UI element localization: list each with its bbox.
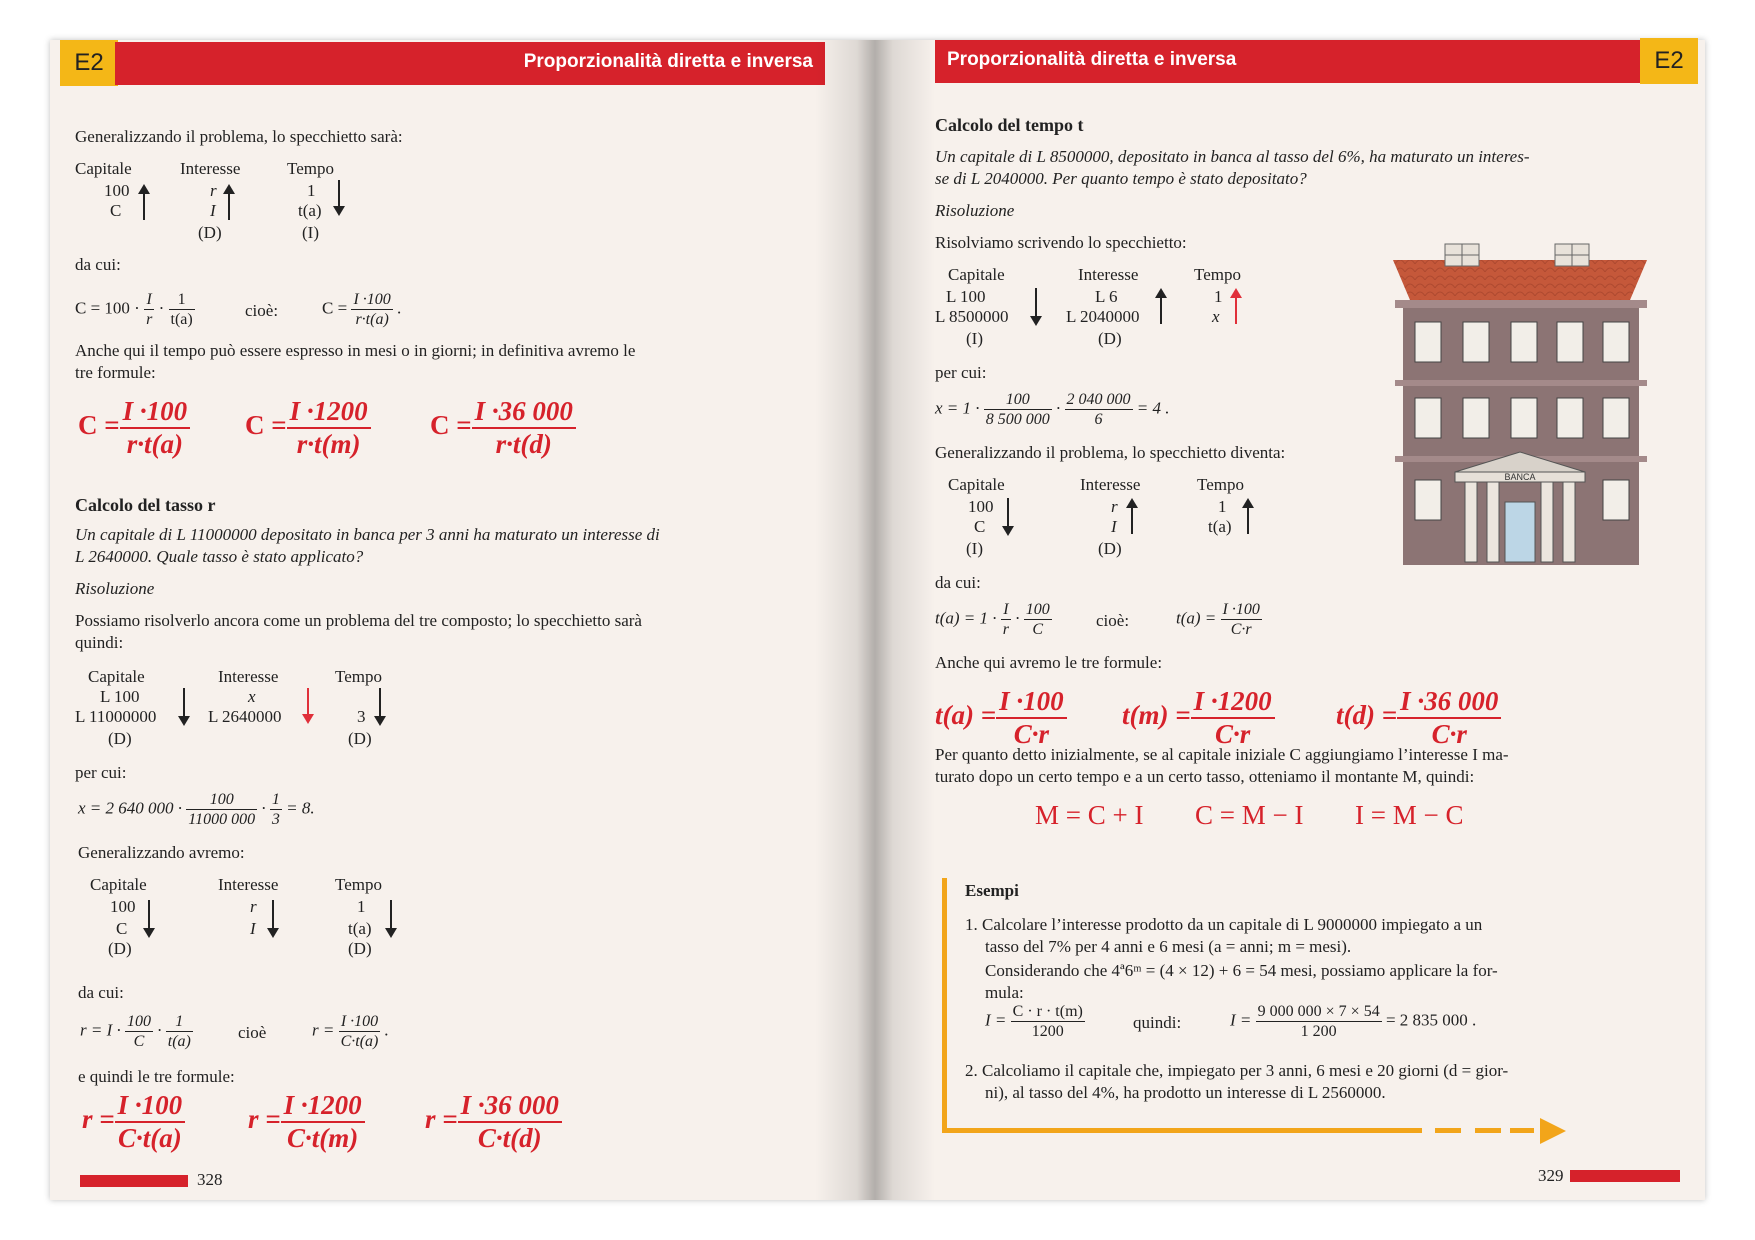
cell: L 6	[1095, 287, 1118, 306]
dash	[1435, 1128, 1461, 1133]
arrow-up-icon	[1160, 290, 1162, 324]
formula-montante: M = C + I	[1035, 800, 1144, 830]
cell: 1	[1218, 497, 1227, 516]
col-tempo: Tempo	[1197, 475, 1244, 494]
cell: (I)	[302, 223, 319, 242]
cell: (D)	[348, 939, 372, 958]
formula-t-days: t(d) = $\frac{I \cdot 36 000}{C\cdot r}$	[1336, 686, 1501, 750]
arrow-down-icon	[379, 688, 381, 724]
example-text: tasso del 7% per 4 anni e 6 mesi (a = anni; m = mesi).	[985, 937, 1352, 956]
paragraph: Per quanto detto inizialmente, se al capitale iniziale C aggiungiamo l’interesse I ma-	[935, 745, 1509, 764]
cell: x	[1212, 307, 1220, 326]
paragraph: quindi:	[75, 633, 124, 652]
col-interesse: Interesse	[180, 159, 241, 178]
paragraph: tre formule:	[75, 363, 156, 382]
cell: L 11000000	[75, 707, 157, 726]
cell: L 8500000	[935, 307, 1009, 326]
formula-c-months: C = $\frac{I \cdot 1200}{r\cdot t(m)}$	[245, 396, 371, 460]
left-header: Proporzionalità diretta e inversa	[115, 42, 825, 82]
cell: C	[110, 201, 122, 220]
cell: (D)	[108, 939, 132, 958]
cell: (D)	[108, 729, 132, 748]
cell: t(a)	[1208, 517, 1232, 536]
paragraph: turato dopo un certo tempo e a un certo tasso, otteniamo il montante M, quindi:	[935, 767, 1475, 786]
per-cui: per cui:	[935, 363, 987, 382]
page-number-right: 329	[1538, 1166, 1564, 1185]
col-tempo: Tempo	[287, 159, 334, 178]
section-title-tasso: Calcolo del tasso r	[75, 495, 216, 515]
cell: I	[210, 201, 216, 220]
cell: r	[1111, 497, 1118, 516]
col-tempo: Tempo	[335, 667, 382, 686]
col-capitale: Capitale	[88, 667, 145, 686]
formula-r-years: r = $\frac{I \cdot 100}{C\cdot t(a)}$	[82, 1090, 185, 1154]
cell: L 100	[100, 687, 140, 706]
formula-r-result: r = $\frac{I \cdot 100}{C\cdot t(a)}$ .	[312, 1013, 389, 1050]
arrow-down-icon	[1007, 498, 1009, 534]
cell: L 2040000	[1066, 307, 1140, 326]
cell: (D)	[1098, 329, 1122, 348]
paragraph: Anche qui il tempo può essere espresso in mesi o in giorni; in definitiva avremo le	[75, 341, 636, 360]
formula-c-years: C = $\frac{I \cdot 100}{r\cdot t(a)}$	[78, 396, 190, 460]
page-number-left: 328	[197, 1170, 223, 1189]
col-interesse: Interesse	[218, 667, 279, 686]
col-interesse: Interesse	[218, 875, 279, 894]
formula-t-derivation: t(a) = 1 · $\frac{I}{r}$ · $\frac{100}{C}$	[935, 601, 1050, 638]
formula-c-derivation: C = 100 · $\frac{I}{r}$ · $\frac{1}{t(a)}$	[75, 291, 193, 328]
bank-sign-text: BANCA	[1504, 472, 1536, 482]
book-gutter	[815, 40, 935, 1200]
col-capitale: Capitale	[948, 265, 1005, 284]
formula-x-rate: x = 2 640 000 · $\frac{100}{11000 000}$ · $\frac{1}{3}$ = 8.	[78, 791, 315, 828]
chapter-tab-left: E2	[60, 40, 118, 86]
cell: I	[250, 919, 256, 938]
formula-c-result: C = $\frac{I \cdot 100}{r\cdot t(a)}$ .	[322, 291, 402, 328]
arrow-down-icon	[183, 688, 185, 724]
quindi-text: quindi:	[1133, 1013, 1182, 1032]
cioe-text: cioè	[238, 1023, 267, 1042]
formula-t-months: t(m) = $\frac{I \cdot 1200}{C\cdot r}$	[1122, 686, 1275, 750]
right-header: Proporzionalità diretta e inversa	[935, 40, 1640, 80]
col-interesse: Interesse	[1080, 475, 1141, 494]
formula-r-months: r = $\frac{I \cdot 1200}{C\cdot t(m)}$	[248, 1090, 365, 1154]
da-cui: da cui:	[75, 255, 121, 274]
formula-c-days: C = $\frac{I \cdot 36 000}{r\cdot t(d)}$	[430, 396, 576, 460]
formula-t-result: t(a) = $\frac{I \cdot 100}{C\cdot r}$	[1176, 601, 1260, 638]
paragraph: Risolviamo scrivendo lo specchietto:	[935, 233, 1187, 252]
example-text: 1. Calcolare l’interesse prodotto da un capitale di L 9000000 impiegato a un	[965, 915, 1483, 934]
col-tempo: Tempo	[335, 875, 382, 894]
dash	[1475, 1128, 1501, 1133]
cell: 1	[357, 897, 366, 916]
arrow-down-icon	[148, 900, 150, 936]
col-capitale: Capitale	[90, 875, 147, 894]
arrow-up-icon	[143, 186, 145, 220]
left-header-line	[115, 82, 825, 85]
problem-text: se di L 2040000. Per quanto tempo è stato depositato?	[935, 169, 1307, 188]
example-text: 2. Calcoliamo il capitale che, impiegato per 3 anni, 6 mesi e 20 giorni (d = gior-	[965, 1061, 1509, 1080]
arrow-right-icon	[1540, 1118, 1566, 1144]
bank-building-illustration	[1385, 240, 1655, 570]
paragraph: Generalizzando il problema, lo specchietto diventa:	[935, 443, 1286, 462]
cell: 100	[968, 497, 994, 516]
arrow-up-icon	[1247, 500, 1249, 534]
arrow-up-icon	[1131, 500, 1133, 534]
formula-r-derivation: r = I · $\frac{100}{C}$ · $\frac{1}{t(a)}$	[80, 1013, 191, 1050]
examples-title: Esempi	[965, 881, 1019, 900]
da-cui: da cui:	[78, 983, 124, 1002]
example-formula-2: I = $\frac{9 000 000 \times 7 \times 54}{1 200}$ = 2 835 000 .	[1230, 1003, 1477, 1040]
formula-capitale: C = M − I	[1195, 800, 1304, 830]
example-text: ni), al tasso del 4%, ha prodotto un interesse di L 2560000.	[985, 1083, 1386, 1102]
col-tempo: Tempo	[1194, 265, 1241, 284]
dash	[1510, 1128, 1534, 1133]
cioe-text: cioè:	[245, 301, 279, 320]
cell: (I)	[966, 329, 983, 348]
cell: 3	[357, 707, 366, 726]
cell: (D)	[348, 729, 372, 748]
col-capitale: Capitale	[948, 475, 1005, 494]
footer-bar-right	[1570, 1170, 1680, 1182]
cell: C	[974, 517, 986, 536]
cell: t(a)	[298, 201, 322, 220]
cell: r	[250, 897, 257, 916]
per-cui: per cui:	[75, 763, 127, 782]
cell: I	[1111, 517, 1117, 536]
cell: r	[210, 181, 217, 200]
risoluzione-label: Risoluzione	[935, 201, 1015, 220]
cell: t(a)	[348, 919, 372, 938]
example-text: mula:	[985, 983, 1024, 1002]
example-formula-1: I = $\frac{C \cdot r \cdot t(m)}{1200}$	[985, 1003, 1083, 1040]
cell: 1	[1214, 287, 1223, 306]
problem-text: Un capitale di L 11000000 depositato in banca per 3 anni ha maturato un interesse di	[75, 525, 660, 544]
problem-text: L 2640000. Quale tasso è stato applicato?	[75, 547, 364, 566]
example-text: Considerando che 4ª6ᵐ = (4 × 12) + 6 = 54 mesi, possiamo applicare la for-	[985, 961, 1498, 980]
cell: 100	[110, 897, 136, 916]
formula-interesse: I = M − C	[1355, 800, 1464, 830]
section-title-tempo: Calcolo del tempo t	[935, 115, 1084, 135]
cell: 1	[307, 181, 316, 200]
arrow-up-icon	[228, 186, 230, 220]
problem-text: Un capitale di L 8500000, depositato in banca al tasso del 6%, ha maturato un interes-	[935, 147, 1530, 166]
arrow-down-icon	[272, 900, 274, 936]
cell: 100	[104, 181, 130, 200]
intro-text: Generalizzando il problema, lo specchietto sarà:	[75, 127, 403, 146]
cell: C	[116, 919, 128, 938]
formula-r-days: r = $\frac{I \cdot 36 000}{C\cdot t(d)}$	[425, 1090, 562, 1154]
paragraph: e quindi le tre formule:	[78, 1067, 235, 1086]
right-header-line	[935, 80, 1640, 83]
cioe-text: cioè:	[1096, 611, 1130, 630]
arrow-down-icon	[390, 900, 392, 936]
paragraph: Possiamo risolverlo ancora come un problema del tre composto; lo specchietto sarà	[75, 611, 642, 630]
cell: (D)	[198, 223, 222, 242]
col-capitale: Capitale	[75, 159, 132, 178]
cell: L 2640000	[208, 707, 282, 726]
arrow-down-icon	[1035, 288, 1037, 324]
cell: x	[248, 687, 256, 706]
paragraph: Generalizzando avremo:	[78, 843, 245, 862]
formula-t-years: t(a) = $\frac{I \cdot 100}{C\cdot r}$	[935, 686, 1067, 750]
arrow-up-red-icon	[1235, 290, 1237, 324]
risoluzione-label: Risoluzione	[75, 579, 155, 598]
footer-bar-left	[80, 1175, 188, 1187]
arrow-down-icon	[338, 180, 340, 214]
paragraph: Anche qui avremo le tre formule:	[935, 653, 1163, 672]
formula-x-time: x = 1 · $\frac{100}{8 500 000}$ · $\frac{2 040 000}{6}$ = 4 .	[935, 391, 1170, 428]
arrow-down-red-icon	[307, 688, 309, 722]
examples-box-bottom-line	[942, 1128, 1422, 1133]
col-interesse: Interesse	[1078, 265, 1139, 284]
cell: (D)	[1098, 539, 1122, 558]
da-cui: da cui:	[935, 573, 981, 592]
cell: L 100	[946, 287, 986, 306]
cell: (I)	[966, 539, 983, 558]
chapter-tab-right: E2	[1640, 38, 1698, 84]
